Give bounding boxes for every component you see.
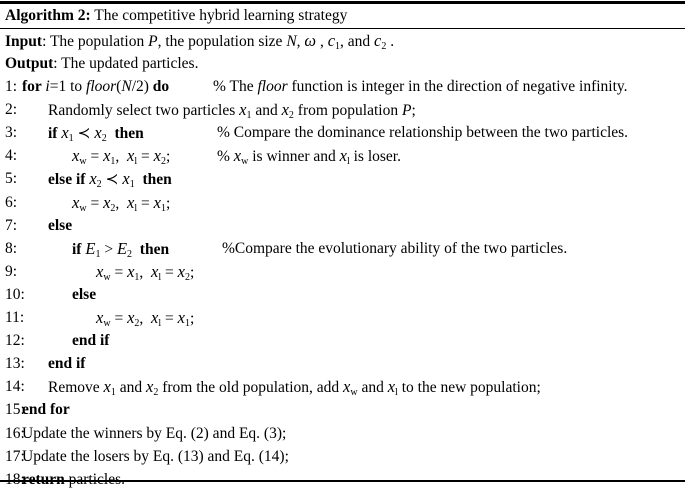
- text-segment: 1: [184, 318, 190, 329]
- text-segment: ;: [411, 102, 416, 120]
- text-segment: l: [158, 318, 162, 329]
- line-number: 4:: [5, 147, 18, 165]
- input-text: : The population P, the population size N, ω , $c_1$, and $c_2$ .: [42, 31, 395, 52]
- text-segment: x: [72, 146, 80, 166]
- line-code: [48, 214, 72, 237]
- line-code: [48, 98, 416, 122]
- text-segment: ,: [115, 148, 128, 166]
- text-segment: ;: [165, 148, 171, 166]
- text-segment: is loser.: [349, 148, 401, 166]
- algorithm-line: [0, 398, 685, 421]
- text-segment: x: [343, 377, 351, 397]
- text-segment: 1: [95, 248, 101, 260]
- text-segment: 2: [134, 318, 140, 329]
- text-segment: x: [96, 261, 104, 281]
- text-segment: 1: [110, 387, 116, 399]
- text-segment: from the old population, add: [158, 379, 344, 397]
- text-segment: 1: [110, 156, 116, 168]
- text-segment: =: [110, 263, 128, 281]
- text-segment: to the new population;: [397, 379, 541, 397]
- algorithm-line: [0, 167, 685, 190]
- algorithm-name: The competitive hybrid learning strategy: [90, 7, 348, 24]
- text-segment: w: [103, 271, 111, 283]
- line-number: 10:: [5, 285, 25, 303]
- text-segment: E: [85, 238, 96, 258]
- algorithm-title: [5, 4, 347, 27]
- line-code: [48, 167, 172, 191]
- text-segment: Update the losers by Eq. (13) and Eq. (14);: [22, 447, 289, 465]
- text-segment: % The: [213, 78, 258, 95]
- text-segment: =: [86, 148, 104, 166]
- text-segment: ;: [189, 310, 195, 327]
- line-code: [22, 398, 70, 421]
- text-segment: x: [339, 146, 347, 166]
- line-number: 6:: [5, 193, 18, 211]
- text-segment: l: [134, 202, 138, 214]
- text-segment: Update the winners by Eq. (2) and Eq. (3);: [22, 424, 287, 442]
- line-code: [22, 422, 286, 445]
- line-comment: [222, 237, 567, 260]
- text-segment: 1: [129, 179, 135, 191]
- input-label: Input: [5, 33, 43, 50]
- text-segment: x: [127, 308, 135, 327]
- text-segment: w: [350, 387, 358, 399]
- algorithm-line: [0, 237, 685, 260]
- text-segment: 2: [101, 133, 107, 145]
- line-code: [48, 352, 85, 375]
- text-segment: 2: [184, 271, 190, 283]
- line-code: [48, 121, 144, 145]
- text-segment: end for: [22, 401, 70, 419]
- bottom-rule: [0, 480, 685, 482]
- text-segment: ≺: [101, 171, 123, 189]
- algorithm-line: [0, 191, 685, 214]
- algorithm-line: [0, 329, 685, 352]
- algorithm-line: [0, 352, 685, 375]
- text-segment: x: [151, 308, 159, 327]
- text-segment: =1 to: [49, 78, 87, 95]
- text-segment: [107, 125, 115, 142]
- text-segment: x: [61, 123, 69, 143]
- line-number: 13:: [5, 355, 25, 373]
- text-segment: x: [127, 261, 135, 281]
- algorithm-line: [0, 144, 685, 167]
- line-code: [72, 329, 109, 352]
- text-segment: [132, 241, 140, 258]
- line-number: 11:: [5, 309, 25, 326]
- text-segment: 1: [246, 110, 252, 122]
- text-segment: floor: [257, 78, 288, 95]
- text-segment: and: [115, 379, 146, 397]
- text-segment: 2: [96, 179, 102, 191]
- text-segment: and: [357, 379, 388, 397]
- line-number: 16:: [5, 424, 25, 442]
- text-segment: x: [122, 169, 130, 189]
- text-segment: for: [22, 78, 46, 95]
- text-segment: /2): [131, 78, 153, 95]
- text-segment: =: [137, 148, 154, 166]
- text-segment: x: [151, 261, 159, 281]
- text-segment: (: [116, 78, 122, 95]
- text-segment: then: [142, 171, 172, 189]
- text-segment: x: [153, 146, 161, 166]
- text-segment: else: [72, 285, 97, 303]
- algorithm-line: [0, 283, 685, 306]
- text-segment: l: [134, 156, 138, 168]
- line-number: 8:: [5, 239, 18, 257]
- text-segment: w: [79, 202, 87, 214]
- line-code: [72, 283, 96, 306]
- text-segment: else: [48, 216, 73, 234]
- text-segment: and: [251, 102, 282, 120]
- text-segment: x: [387, 377, 396, 397]
- line-comment: [213, 75, 628, 98]
- text-segment: 2: [160, 156, 166, 168]
- line-code: [96, 260, 194, 284]
- algorithm-line: [0, 98, 685, 121]
- line-number: 7:: [5, 216, 18, 234]
- algorithm-line: [0, 422, 685, 445]
- line-number: 1:: [5, 78, 18, 95]
- algorithm-label: Algorithm 2:: [5, 7, 91, 24]
- text-segment: do: [152, 78, 170, 95]
- text-segment: ,: [139, 263, 152, 281]
- line-number: 17:: [5, 447, 25, 465]
- text-segment: Randomly select two particles: [48, 102, 240, 120]
- text-segment: =: [137, 194, 154, 212]
- text-segment: x: [233, 146, 242, 166]
- text-segment: else if: [48, 171, 90, 189]
- algorithm-line: [0, 445, 685, 468]
- text-segment: l: [158, 271, 162, 283]
- output-text: : The updated particles.: [53, 55, 199, 72]
- text-segment: %Compare the evolutionary ability of the two particles.: [222, 239, 568, 257]
- text-segment: >: [100, 240, 117, 258]
- text-segment: x: [239, 100, 247, 120]
- text-segment: x: [146, 377, 154, 397]
- text-segment: 2: [153, 387, 159, 399]
- text-segment: =: [110, 310, 128, 327]
- line-number: 3:: [5, 124, 18, 142]
- text-segment: w: [241, 156, 249, 168]
- text-segment: x: [103, 146, 111, 166]
- text-segment: w: [79, 156, 87, 168]
- text-segment: N: [121, 78, 132, 95]
- algorithm-line: [0, 306, 685, 329]
- text-segment: then: [114, 125, 144, 143]
- text-segment: if: [48, 125, 62, 143]
- line-comment: [217, 121, 628, 144]
- text-segment: % Compare the dominance relationship between the two particles.: [217, 124, 629, 142]
- algorithm-line: [0, 121, 685, 144]
- line-number: 5:: [5, 170, 18, 188]
- text-segment: ≺: [73, 125, 95, 143]
- text-segment: x: [153, 192, 161, 212]
- text-segment: 2: [288, 110, 294, 122]
- text-segment: =: [161, 310, 178, 327]
- text-segment: =: [86, 194, 104, 212]
- text-segment: function is integer in the direction of negative infinity.: [287, 78, 628, 95]
- text-segment: x: [89, 169, 97, 189]
- text-segment: ;: [165, 194, 171, 212]
- text-segment: l: [395, 387, 398, 399]
- line-code: [48, 375, 541, 399]
- algorithm-line: [0, 214, 685, 237]
- text-segment: P: [401, 102, 412, 120]
- text-segment: 1: [134, 271, 140, 283]
- line-code: [72, 237, 169, 261]
- text-segment: x: [281, 100, 289, 120]
- text-segment: l: [346, 156, 350, 168]
- line-number: 15:: [5, 401, 25, 419]
- text-segment: x: [127, 146, 135, 166]
- text-segment: E: [116, 238, 128, 258]
- line-code: [72, 191, 170, 215]
- text-segment: ,: [115, 194, 128, 212]
- text-segment: floor: [86, 78, 117, 95]
- output-label: Output: [5, 55, 54, 72]
- algorithm-line: [0, 260, 685, 283]
- text-segment: end if: [72, 332, 110, 350]
- text-segment: w: [103, 318, 111, 329]
- text-segment: x: [177, 308, 185, 327]
- algorithm-line: [0, 75, 685, 98]
- line-comment: [217, 144, 401, 168]
- line-number: 2:: [5, 101, 18, 119]
- text-segment: x: [127, 192, 135, 212]
- text-segment: Remove: [48, 379, 104, 397]
- text-segment: if: [72, 240, 86, 258]
- text-segment: then: [139, 240, 170, 258]
- text-segment: x: [177, 261, 185, 281]
- output-line: [5, 52, 198, 75]
- text-segment: is winner and: [248, 148, 340, 166]
- text-segment: from population: [293, 102, 402, 120]
- text-segment: x: [72, 192, 80, 212]
- line-code: [96, 306, 194, 330]
- text-segment: end if: [48, 355, 86, 373]
- text-segment: 1: [68, 133, 74, 145]
- text-segment: 1: [160, 202, 166, 214]
- text-segment: x: [103, 377, 111, 397]
- line-number: 14:: [5, 378, 25, 396]
- text-segment: =: [161, 263, 178, 281]
- text-segment: i: [45, 78, 50, 95]
- text-segment: 2: [110, 202, 116, 214]
- algorithm-line: [0, 375, 685, 398]
- text-segment: ,: [139, 310, 152, 327]
- text-segment: x: [94, 123, 102, 143]
- line-code: [22, 75, 169, 98]
- line-number: 9:: [5, 262, 18, 280]
- line-code: [72, 144, 170, 168]
- text-segment: ;: [189, 263, 195, 281]
- text-segment: x: [103, 192, 111, 212]
- input-line: [5, 29, 394, 52]
- text-segment: %: [217, 148, 234, 166]
- text-segment: x: [96, 308, 104, 327]
- line-number: 12:: [5, 332, 25, 350]
- line-code: [22, 445, 289, 468]
- text-segment: 2: [127, 248, 133, 260]
